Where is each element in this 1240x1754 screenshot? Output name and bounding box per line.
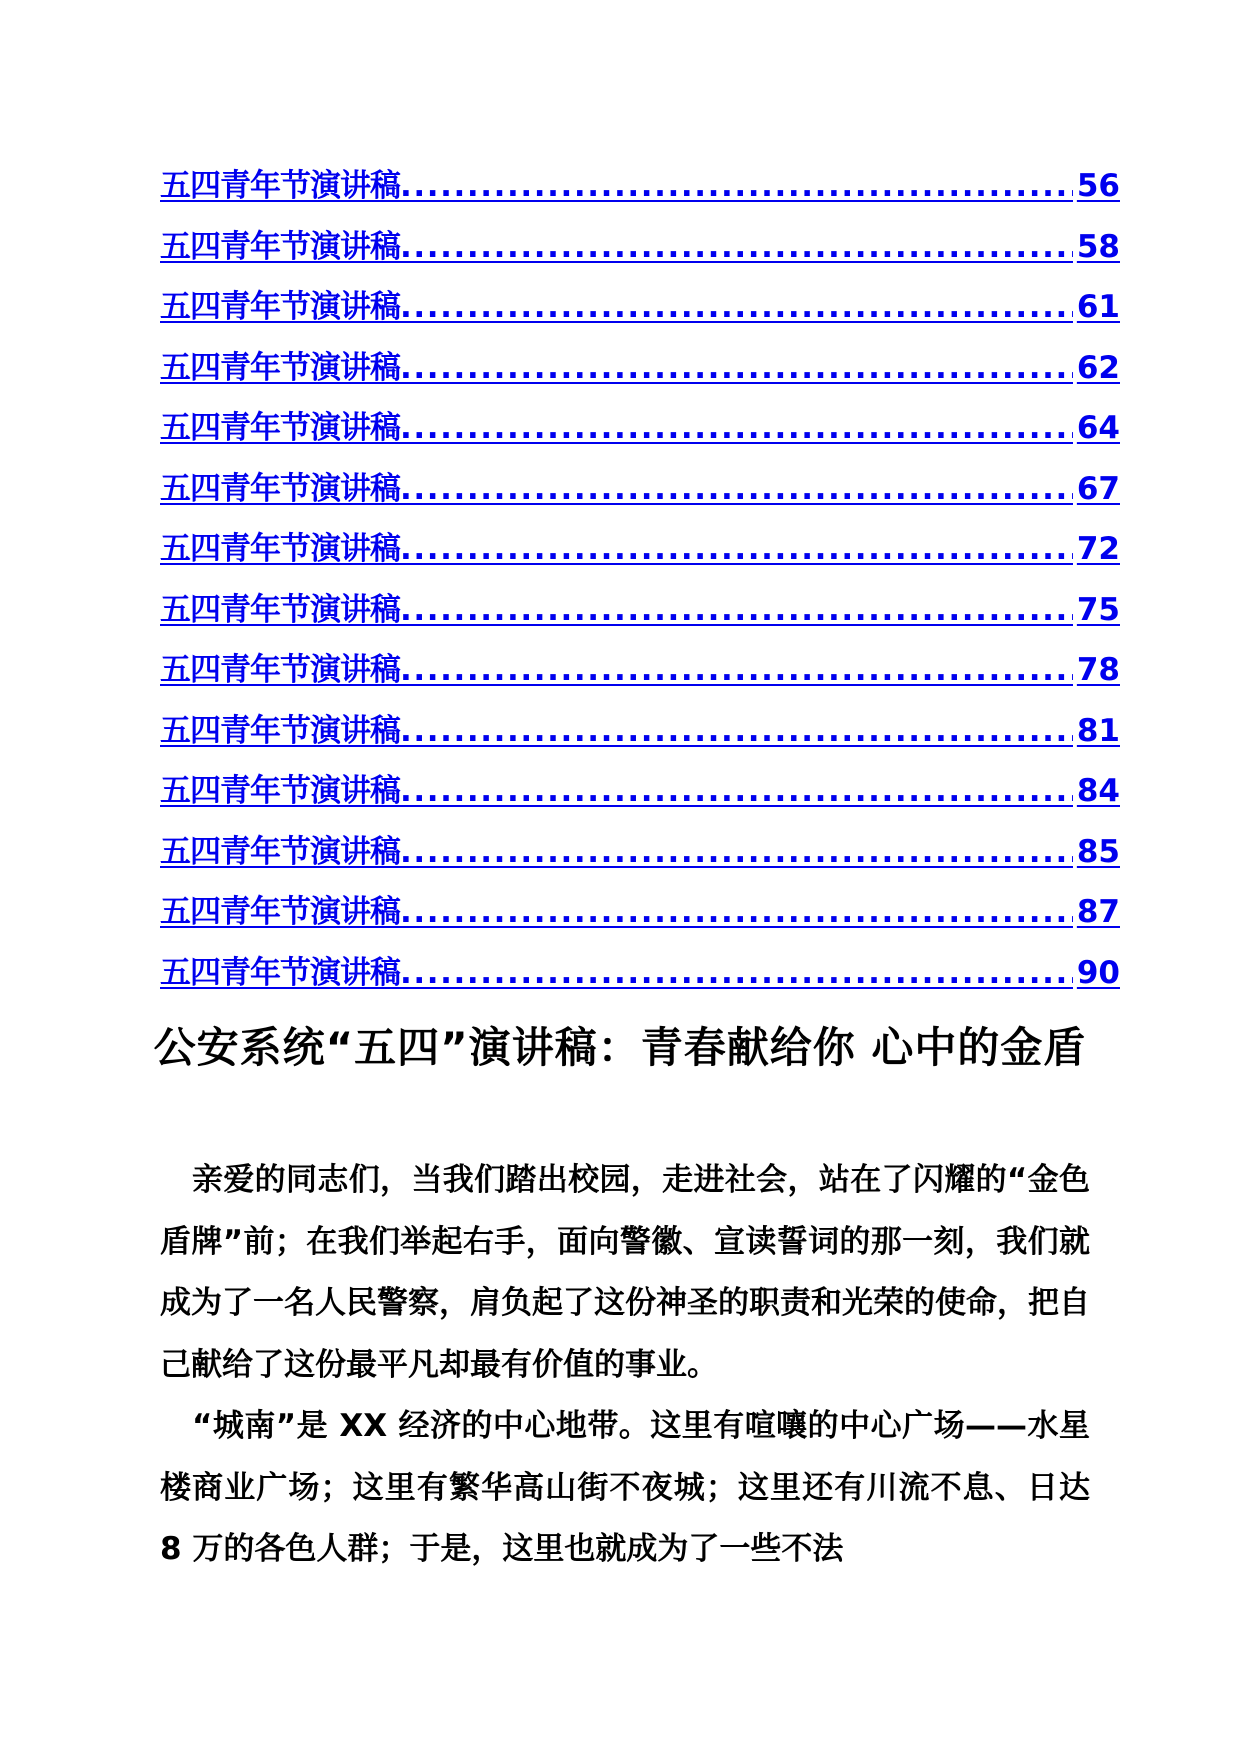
toc-entry-page-number: 85 xyxy=(1076,833,1120,870)
toc-entry-link[interactable] xyxy=(160,463,1120,524)
document-title: 公安系统“五四”演讲稿：青春献给你 心中的金盾 xyxy=(153,1023,1087,1072)
toc-entry-link[interactable] xyxy=(160,886,1120,947)
toc-entry-title: 五四青年节演讲稿 xyxy=(160,289,400,325)
toc-dot-leader xyxy=(400,168,1073,204)
toc-entry-page-number: 78 xyxy=(1076,652,1120,688)
toc-entry-title: 五四青年节演讲稿 xyxy=(160,894,400,930)
toc-entry-link[interactable] xyxy=(160,644,1120,705)
toc-entry-title: 五四青年节演讲稿 xyxy=(160,349,400,386)
toc-entry-page-number: 67 xyxy=(1076,470,1120,507)
toc-entry-title: 五四青年节演讲稿 xyxy=(160,531,400,567)
toc-entry-page-number: 84 xyxy=(1076,773,1120,809)
toc-dot-leader xyxy=(400,229,1073,265)
toc-dot-leader xyxy=(400,531,1073,567)
toc-dot-leader xyxy=(400,652,1073,688)
toc-entry-link[interactable] xyxy=(160,402,1120,463)
toc-entry-title: 五四青年节演讲稿 xyxy=(160,773,400,809)
toc-entry-title: 五四青年节演讲稿 xyxy=(160,652,400,688)
toc-entry-page-number: 62 xyxy=(1076,349,1120,386)
toc-entry-page-number: 81 xyxy=(1076,712,1120,749)
toc-dot-leader xyxy=(400,410,1073,446)
toc-entry-title: 五四青年节演讲稿 xyxy=(160,591,400,628)
toc-entry-title: 五四青年节演讲稿 xyxy=(160,470,400,507)
toc-entry-link[interactable] xyxy=(160,221,1120,282)
toc-dot-leader xyxy=(400,592,1073,628)
toc-entry-link[interactable] xyxy=(160,826,1120,887)
toc-dot-leader xyxy=(400,834,1073,870)
toc-dot-leader xyxy=(400,471,1073,507)
table-of-contents xyxy=(160,160,1120,1007)
toc-entry-page-number: 90 xyxy=(1076,954,1120,991)
body-paragraph: “城南”是 XX 经济的中心地带。这里有喧嚷的中心广场——水星楼商业广场；这里有繁华高山街不夜城；这里还有川流不息、日达 8 万的各色人群；于是，这里也就成为了一些不法 xyxy=(160,1408,1090,1567)
body-paragraph: 亲爱的同志们，当我们踏出校园，走进社会，站在了闪耀的“金色盾牌”前；在我们举起右手，面向警徽、宣读誓词的那一刻，我们就成为了一名人民警察，肩负起了这份神圣的职责和光荣的使命，把自己献给了这份最平凡却最有价值的事业。 xyxy=(160,1162,1090,1383)
toc-entry-link[interactable] xyxy=(160,160,1120,221)
document-body xyxy=(160,1150,1090,1581)
toc-entry-link[interactable] xyxy=(160,584,1120,645)
toc-entry-page-number: 87 xyxy=(1076,894,1120,930)
toc-entry-title: 五四青年节演讲稿 xyxy=(160,228,400,265)
toc-entry-link[interactable] xyxy=(160,523,1120,584)
toc-entry-page-number: 75 xyxy=(1076,591,1120,628)
toc-entry-title: 五四青年节演讲稿 xyxy=(160,954,400,991)
toc-entry-title: 五四青年节演讲稿 xyxy=(160,168,400,204)
toc-entry-title: 五四青年节演讲稿 xyxy=(160,833,400,870)
toc-dot-leader xyxy=(400,894,1073,930)
toc-dot-leader xyxy=(400,955,1073,991)
toc-entry-page-number: 64 xyxy=(1076,410,1120,446)
toc-entry-title: 五四青年节演讲稿 xyxy=(160,410,400,446)
toc-entry-page-number: 72 xyxy=(1076,531,1120,567)
toc-entry-link[interactable] xyxy=(160,342,1120,403)
toc-dot-leader xyxy=(400,773,1073,809)
toc-entry-page-number: 61 xyxy=(1076,289,1120,325)
toc-dot-leader xyxy=(400,289,1073,325)
toc-dot-leader xyxy=(400,713,1073,749)
toc-dot-leader xyxy=(400,350,1073,386)
toc-entry-link[interactable] xyxy=(160,765,1120,826)
toc-entry-page-number: 56 xyxy=(1076,168,1120,204)
toc-entry-link[interactable] xyxy=(160,947,1120,1008)
toc-entry-link[interactable] xyxy=(160,281,1120,342)
toc-entry-title: 五四青年节演讲稿 xyxy=(160,712,400,749)
toc-entry-link[interactable] xyxy=(160,705,1120,766)
toc-entry-page-number: 58 xyxy=(1076,228,1120,265)
